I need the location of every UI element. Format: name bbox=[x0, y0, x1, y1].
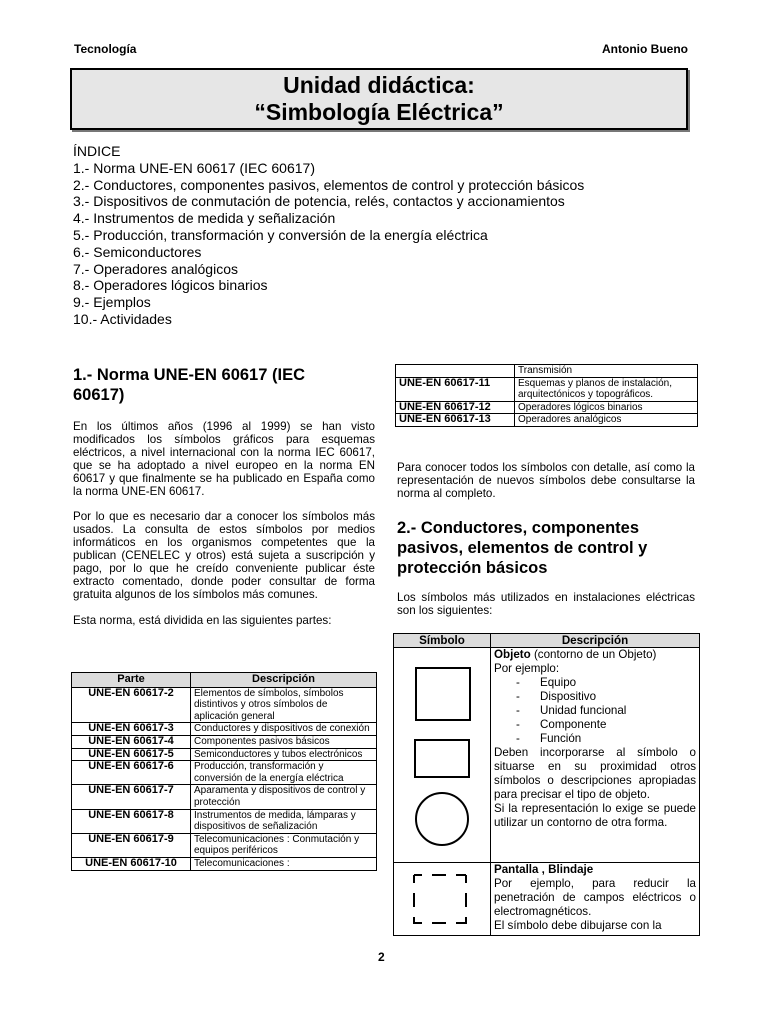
index-item: 5.- Producción, transformación y conversión de la energía eléctrica bbox=[73, 226, 488, 243]
part-cell: UNE-EN 60617-12 bbox=[396, 401, 515, 414]
list-item: - Unidad funcional bbox=[516, 704, 627, 717]
part-cell: UNE-EN 60617-6 bbox=[72, 761, 191, 785]
description-cell: Componentes pasivos básicos bbox=[191, 735, 377, 748]
table-row bbox=[72, 723, 377, 736]
description-cell: Aparamenta y dispositivos de control y protección bbox=[191, 785, 377, 809]
table-row bbox=[72, 857, 377, 870]
index-item: 10.- Actividades bbox=[73, 310, 172, 327]
table-header-row bbox=[72, 673, 377, 688]
part-cell: UNE-EN 60617-3 bbox=[72, 723, 191, 736]
page-number: 2 bbox=[378, 950, 385, 964]
section1-heading: 1.- Norma UNE-EN 60617 (IEC 60617) bbox=[73, 366, 305, 404]
example-label: Por ejemplo: bbox=[494, 662, 560, 675]
shield-description: El símbolo debe dibujarse con la bbox=[494, 919, 662, 932]
table-row bbox=[394, 648, 700, 863]
list-item: - Componente bbox=[516, 718, 607, 731]
description-cell: Producción, transformación y conversión de la energía eléctrica bbox=[191, 761, 377, 785]
part-cell: UNE-EN 60617-9 bbox=[72, 833, 191, 857]
section2-heading: 2.- Conductores, componentes pasivos, elementos de control y protección básicos bbox=[397, 519, 648, 577]
shield-description: Por ejemplo, para reducir la penetración de campos eléctricos o electromagnéticos. bbox=[494, 877, 696, 918]
description-cell bbox=[491, 648, 700, 863]
index-item: 7.- Operadores analógicos bbox=[73, 260, 238, 277]
column-header: Descripción bbox=[191, 673, 377, 688]
table-row bbox=[72, 833, 377, 857]
section1-closing bbox=[397, 462, 695, 501]
description-cell: Esquemas y planos de instalación, arquitectónicos y topográficos. bbox=[515, 377, 698, 401]
object-symbols-icon bbox=[394, 648, 484, 858]
part-cell: UNE-EN 60617-11 bbox=[396, 377, 515, 401]
part-cell: UNE-EN 60617-10 bbox=[72, 857, 191, 870]
section1-paragraph: En los últimos años (1996 al 1999) se han visto modificados los símbolos gráficos para esquemas eléctricos, a nivel internacional con la norma IEC 60617, que se ha adoptado a nivel europeo en la norma EN 60617 y que finalmente se ha publicado en España como la norma UNE-EN 60617. bbox=[73, 420, 375, 498]
title-line1: Unidad didáctica: bbox=[283, 72, 475, 98]
example-list bbox=[494, 676, 696, 746]
column-header: Parte bbox=[72, 673, 191, 688]
description-cell: Conductores y dispositivos de conexión bbox=[191, 723, 377, 736]
section1-paragraph: Esta norma, está dividida en las siguientes partes: bbox=[73, 613, 332, 627]
parts-table bbox=[71, 672, 377, 871]
description-cell: Elementos de símbolos, símbolos distintivos y otros símbolos de aplicación general bbox=[191, 687, 377, 723]
description-cell: Telecomunicaciones : Conmutación y equipos periféricos bbox=[191, 833, 377, 857]
index-item: 6.- Semiconductores bbox=[73, 243, 202, 260]
header-left: Tecnología bbox=[74, 42, 137, 56]
part-cell: UNE-EN 60617-7 bbox=[72, 785, 191, 809]
part-cell: UNE-EN 60617-13 bbox=[396, 414, 515, 427]
object-description: Deben incorporarse al símbolo o situarse en su proximidad otros símbolos o descripciones apropiadas para precisar el tipo de objeto. bbox=[494, 746, 696, 801]
section1-paragraph: Por lo que es necesario dar a conocer los símbolos más usados. La consulta de estos símbolos por medios informáticos en los organismos competentes que la publican (CENELEC y otros) está sujeta a suscripción y pago, por lo que he creído conveniente publicar éste extracto comentado, donde poder consultar de forma gratuita algunos de los símbolos más comunes. bbox=[73, 510, 375, 601]
table-row bbox=[396, 365, 698, 378]
symbol-cell bbox=[394, 648, 491, 863]
column-header: Descripción bbox=[491, 634, 700, 648]
list-item: - Equipo bbox=[516, 676, 577, 689]
index-heading: ÍNDICE bbox=[73, 143, 121, 159]
header-right: Antonio Bueno bbox=[602, 42, 688, 56]
index-item: 2.- Conductores, componentes pasivos, elementos de control y protección básicos bbox=[73, 176, 585, 193]
table-row bbox=[72, 735, 377, 748]
object-subtitle: (contorno de un Objeto) bbox=[530, 648, 657, 661]
description-cell: Transmisión bbox=[515, 365, 698, 378]
title-box bbox=[70, 68, 688, 130]
title-line2: “Simbología Eléctrica” bbox=[254, 99, 504, 125]
table-row bbox=[394, 863, 700, 936]
table-row bbox=[72, 785, 377, 809]
column-header: Símbolo bbox=[394, 634, 491, 648]
table-row bbox=[72, 748, 377, 761]
section1-paragraph: Para conocer todos los símbolos con detalle, así como la representación de nuevos símbolos debe consultarse la norma al completo. bbox=[397, 461, 695, 500]
part-cell: UNE-EN 60617-8 bbox=[72, 809, 191, 833]
symbols-table bbox=[393, 633, 700, 936]
index-item: 9.- Ejemplos bbox=[73, 294, 151, 311]
table-row bbox=[396, 414, 698, 427]
section2-intro bbox=[397, 592, 695, 618]
table-row bbox=[396, 401, 698, 414]
section2-paragraph: Los símbolos más utilizados en instalaciones eléctricas son los siguientes: bbox=[397, 591, 695, 617]
description-cell: Operadores analógicos bbox=[515, 414, 698, 427]
object-rectangle-symbol bbox=[415, 740, 469, 777]
object-title: Objeto bbox=[494, 648, 531, 661]
description-cell bbox=[491, 863, 700, 936]
index-item: 8.- Operadores lógicos binarios bbox=[73, 277, 268, 294]
table-row bbox=[72, 761, 377, 785]
object-circle-symbol bbox=[416, 793, 468, 845]
description-cell: Operadores lógicos binarios bbox=[515, 401, 698, 414]
index-item: 1.- Norma UNE-EN 60617 (IEC 60617) bbox=[73, 159, 315, 176]
description-cell: Instrumentos de medida, lámparas y dispositivos de señalización bbox=[191, 809, 377, 833]
description-cell: Semiconductores y tubos electrónicos bbox=[191, 748, 377, 761]
section1-body bbox=[73, 421, 375, 628]
part-cell: UNE-EN 60617-4 bbox=[72, 735, 191, 748]
symbol-cell bbox=[394, 863, 491, 936]
screen-shield-icon bbox=[394, 863, 484, 931]
part-cell bbox=[396, 365, 515, 378]
index-item: 4.- Instrumentos de medida y señalización bbox=[73, 210, 336, 227]
description-cell: Telecomunicaciones : bbox=[191, 857, 377, 870]
table-row bbox=[72, 809, 377, 833]
object-description: Si la representación lo exige se puede utilizar un contorno de otra forma. bbox=[494, 802, 696, 829]
index bbox=[73, 143, 584, 328]
table-row bbox=[72, 687, 377, 723]
part-cell: UNE-EN 60617-5 bbox=[72, 748, 191, 761]
list-item: - Función bbox=[516, 732, 582, 745]
parts-table-continued bbox=[395, 364, 698, 427]
part-cell: UNE-EN 60617-2 bbox=[72, 687, 191, 723]
table-header-row bbox=[394, 634, 700, 648]
table-row bbox=[396, 377, 698, 401]
shield-title: Pantalla , Blindaje bbox=[494, 863, 594, 876]
object-square-symbol bbox=[416, 668, 470, 720]
index-item: 3.- Dispositivos de conmutación de potencia, relés, contactos y accionamientos bbox=[73, 193, 565, 210]
list-item: - Dispositivo bbox=[516, 690, 597, 703]
